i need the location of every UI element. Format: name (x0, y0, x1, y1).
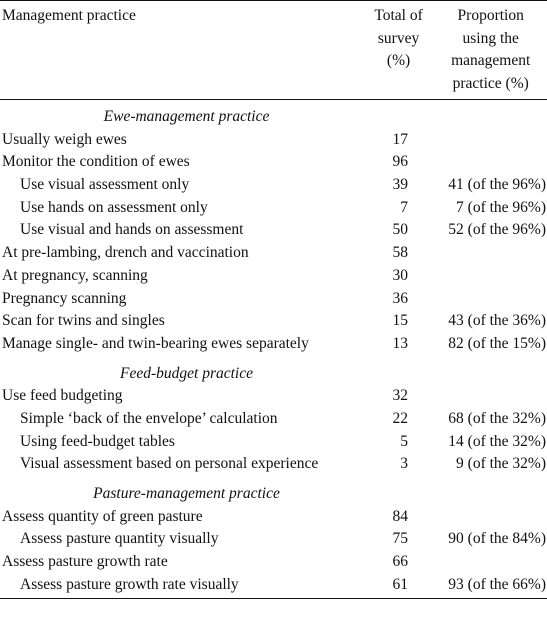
row-label: Assess pasture growth rate visually (20, 575, 239, 593)
row-total: 32 (392, 387, 408, 405)
row-label: Pregnancy scanning (2, 289, 127, 307)
row-total: 17 (392, 130, 408, 148)
row-proportion (408, 265, 547, 288)
row-total: 66 (392, 553, 408, 571)
row-total: 39 (392, 176, 408, 194)
row-proportion (408, 551, 547, 574)
row-label: Using feed-budget tables (20, 432, 175, 450)
row-total: 30 (392, 266, 408, 284)
table-row (0, 288, 547, 311)
table-row (0, 551, 547, 574)
row-label: Usually weigh ewes (2, 130, 127, 148)
row-label: Use feed budgeting (2, 387, 123, 405)
table-row (0, 174, 547, 197)
table-row (0, 528, 547, 551)
table-row (0, 197, 547, 220)
row-proportion: 68 (of the 32%) (448, 409, 546, 427)
row-label: Scan for twins and singles (2, 312, 165, 330)
section-title: Pasture-management practice (93, 485, 280, 503)
table-row (0, 408, 547, 431)
row-proportion: 93 (of the 66%) (448, 575, 546, 593)
row-total: 22 (392, 409, 408, 427)
row-total: 36 (392, 289, 408, 307)
row-label: Assess pasture growth rate (2, 553, 168, 571)
table-row (0, 151, 547, 174)
row-total: 58 (392, 244, 408, 262)
table-row (0, 385, 547, 408)
row-total: 50 (392, 221, 408, 239)
row-total: 5 (400, 432, 408, 450)
row-proportion: 7 (of the 96%) (456, 198, 546, 216)
row-proportion: 90 (of the 84%) (448, 530, 546, 548)
row-total: 7 (400, 198, 408, 216)
table-body (0, 106, 547, 598)
table-bottom-rule (0, 598, 547, 599)
row-proportion (408, 288, 547, 311)
section-spacer (0, 476, 547, 478)
table-row (0, 431, 547, 454)
row-proportion (408, 151, 547, 174)
row-total: 15 (392, 312, 408, 330)
row-proportion: 52 (of the 96%) (448, 221, 546, 239)
table-row (0, 219, 547, 242)
row-proportion: 82 (of the 15%) (448, 334, 546, 352)
row-total: 96 (392, 153, 408, 171)
row-label: Use visual and hands on assessment (20, 221, 244, 239)
table-row (0, 333, 547, 356)
row-proportion (408, 129, 547, 152)
table-row (0, 506, 547, 529)
row-proportion: 41 (of the 96%) (448, 176, 546, 194)
section-title: Feed-budget practice (120, 364, 253, 382)
row-label: At pre-lambing, drench and vaccination (2, 244, 249, 262)
row-proportion: 14 (of the 32%) (448, 432, 546, 450)
row-proportion (408, 506, 547, 529)
header-practice: Management practice (2, 7, 136, 24)
table-row (0, 265, 547, 288)
table-row (0, 129, 547, 152)
row-label: Visual assessment based on personal experience (20, 455, 319, 473)
row-label: Simple ‘back of the envelope’ calculation (20, 409, 278, 427)
row-proportion: 9 (of the 32%) (456, 455, 546, 473)
row-total: 75 (392, 530, 408, 548)
row-label: Assess quantity of green pasture (2, 507, 203, 525)
row-total: 61 (392, 575, 408, 593)
header-total: Total of survey (%) (374, 7, 423, 69)
table-header (0, 1, 547, 99)
header-rule (0, 99, 547, 100)
row-label: Monitor the condition of ewes (2, 153, 190, 171)
section-spacer (0, 356, 547, 358)
table-row (0, 453, 547, 476)
table-row (0, 574, 547, 597)
row-label: Manage single- and twin-bearing ewes separately (2, 334, 309, 352)
row-total: 3 (400, 455, 408, 473)
row-label: At pregnancy, scanning (2, 266, 148, 284)
row-label: Use hands on assessment only (20, 198, 208, 216)
row-proportion: 43 (of the 36%) (448, 312, 546, 330)
header-proportion: Proportion using the management practice (%) (451, 7, 531, 92)
row-proportion (408, 242, 547, 265)
table-row (0, 242, 547, 265)
row-label: Assess pasture quantity visually (20, 530, 219, 548)
row-proportion (408, 385, 547, 408)
section-title: Ewe-management practice (103, 108, 270, 125)
row-total: 13 (392, 334, 408, 352)
table-row (0, 310, 547, 333)
row-total: 84 (392, 507, 408, 525)
row-label: Use visual assessment only (20, 176, 190, 194)
